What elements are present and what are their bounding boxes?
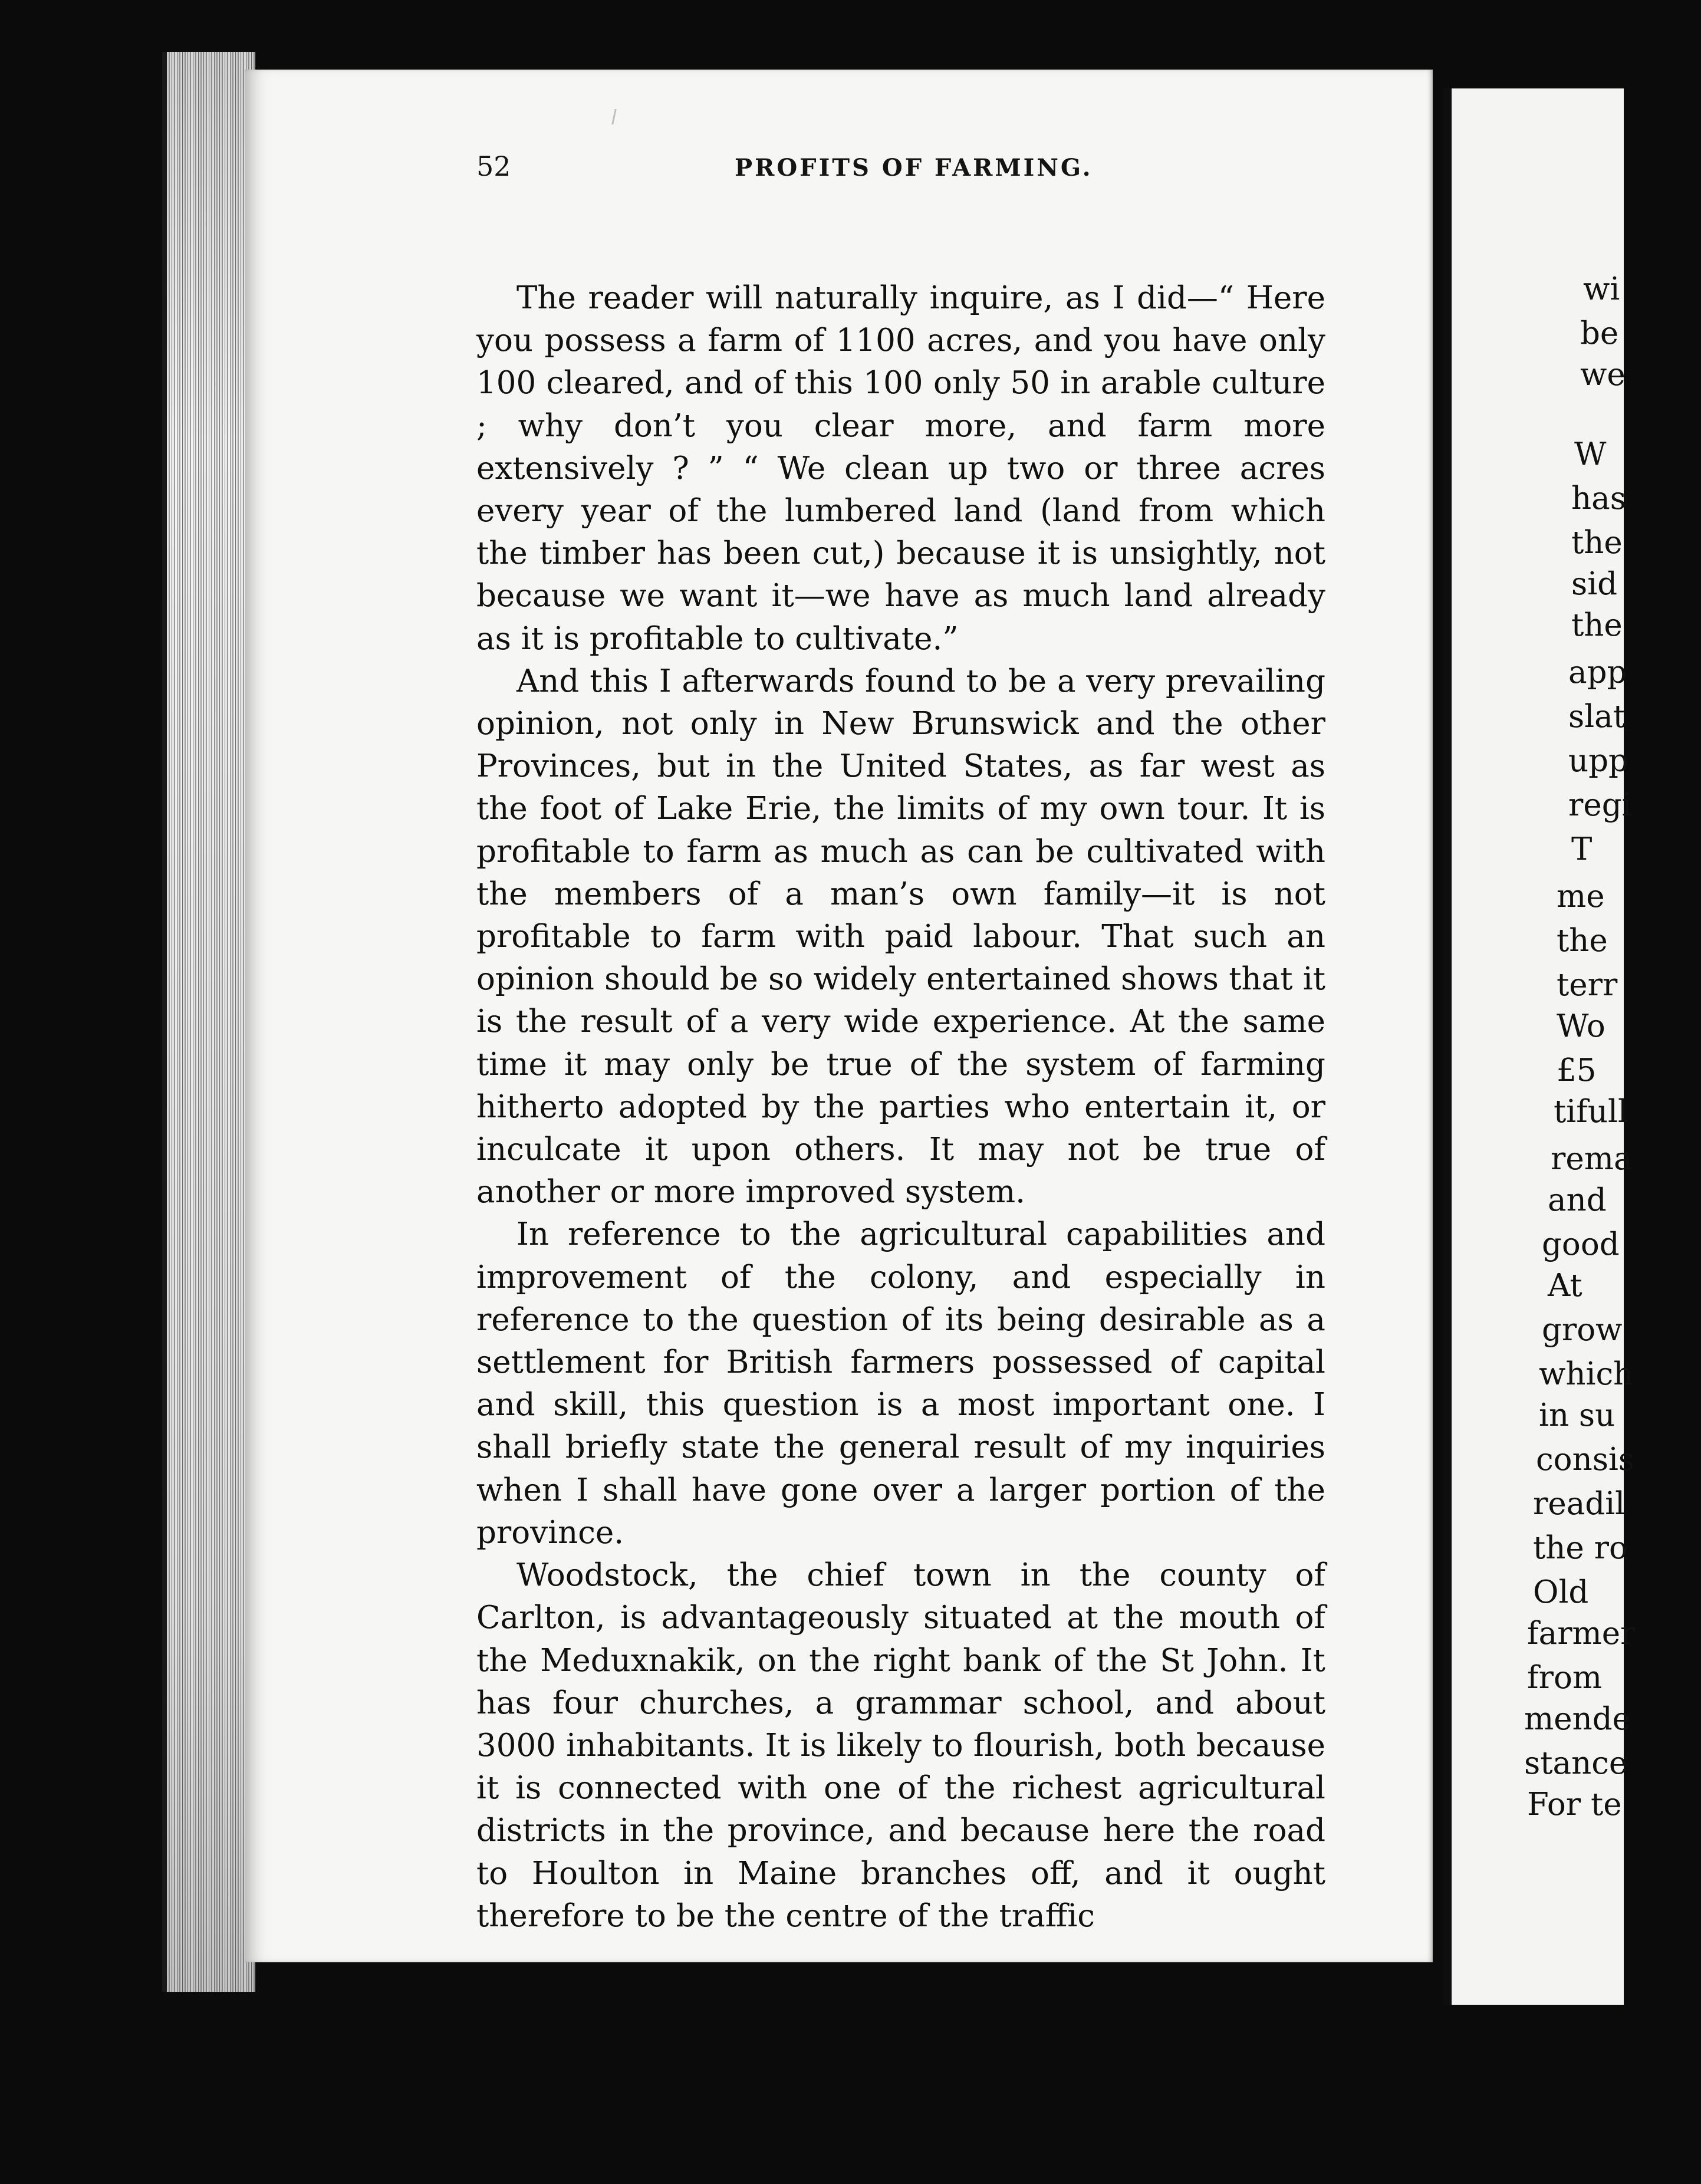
- facing-page-fragment: readil: [1533, 1486, 1626, 1522]
- facing-page-fragment: For te: [1527, 1787, 1622, 1823]
- facing-page-fragment: T: [1571, 831, 1593, 867]
- facing-page-fragment: Wo: [1557, 1008, 1605, 1044]
- facing-page-fragment: grow: [1542, 1312, 1623, 1348]
- paragraph: Woodstock, the chief town in the county of Carlton, is advantageously situated at the mouth of the Meduxnakik, on the right bank of the St John. It has four churches, a grammar school, and about 3000 inhabitants. It is likely to flourish, both because it is connected with one of the richest agricultural districts in the province, and because here the road to Houlton in Maine branches off, and it ought therefore to be the centre of the traffic: [476, 1557, 1325, 1934]
- paragraph: In reference to the agricultural capabilities and improvement of the colony, and especially in reference to the question of its being desirable as a settlement for British farmers possessed of capital and skill, this question is a most important one. I shall briefly state the general result of my inquiries when I shall have gone over a larger portion of the province.: [476, 1216, 1325, 1551]
- page-edge-stack: [162, 52, 255, 1992]
- facing-page-fragment: At: [1548, 1268, 1582, 1304]
- paragraph: The reader will naturally inquire, as I did—“ Here you possess a farm of 1100 acres, and you have only 100 cleared, and of this 100 only 50 in arable culture ; why don’t you clear more, and farm more extensively ? ” “ We clean up two or three acres every year of the lumbered land (land from which the timber has been cut,) because it is unsightly, not because we want it—we have as much land already as it is profitable to cultivate.”: [476, 280, 1325, 657]
- facing-page-fragment: consis: [1536, 1442, 1635, 1478]
- facing-page-fragment: which: [1539, 1356, 1634, 1392]
- facing-page-fragment: the: [1571, 607, 1623, 643]
- facing-page-fragment: terr: [1557, 967, 1618, 1003]
- facing-page-fragment: £5: [1557, 1052, 1597, 1088]
- facing-page-fragment: app: [1568, 654, 1627, 690]
- facing-page-fragment: wi: [1583, 271, 1620, 307]
- facing-page-fragment: in su: [1539, 1397, 1616, 1433]
- facing-page-fragment: W: [1574, 436, 1607, 472]
- facing-page: [1443, 88, 1636, 2005]
- facing-page-fragment: me: [1557, 879, 1605, 915]
- facing-page-fragment: sid: [1571, 566, 1618, 602]
- facing-page-fragment: good: [1542, 1226, 1620, 1262]
- facing-page-fragment: has: [1571, 481, 1626, 517]
- facing-page-fragment: the: [1557, 923, 1608, 959]
- facing-page-fragment: farmer: [1527, 1616, 1636, 1652]
- facing-page-fragment: and: [1548, 1182, 1607, 1218]
- paragraph: And this I afterwards found to be a very prevailing opinion, not only in New Brunswick and the other Provinces, but in the United States, as far west as the foot of Lake Erie, the limits of my own tour. It is profitable to farm as much as can be cultivated with the members of a man’s own family—it is not profitable to farm with paid labour. That such an opinion should be so widely entertained shows that it is the result of a very wide experience. At the same time it may only be true of the system of farming hitherto adopted by the parties who entertain it, or inculcate it upon others. It may not be true of another or more improved system.: [476, 663, 1325, 1211]
- facing-page-fragment: slat: [1568, 699, 1626, 735]
- facing-page-fragment: upp: [1568, 743, 1628, 779]
- facing-page-fragment: stance: [1524, 1745, 1628, 1781]
- running-head: [476, 150, 1302, 203]
- running-title: PROFITS OF FARMING.: [735, 154, 1093, 182]
- facing-page-fragment: the ro: [1533, 1530, 1628, 1566]
- facing-page-fragment: the: [1571, 525, 1623, 561]
- facing-page-fragment: mende: [1524, 1701, 1631, 1737]
- facing-page-fragment: from: [1527, 1660, 1603, 1696]
- page-number: 52: [476, 150, 511, 182]
- facing-page-fragment: Old: [1533, 1574, 1589, 1610]
- facing-page-fragment: be: [1580, 315, 1619, 351]
- facing-page-fragment: tifull: [1554, 1094, 1628, 1130]
- facing-page-fragment: regi: [1568, 787, 1632, 823]
- body-text: [476, 277, 1325, 1938]
- facing-page-fragment: rema: [1551, 1141, 1633, 1177]
- facing-page-fragment: we: [1580, 357, 1626, 393]
